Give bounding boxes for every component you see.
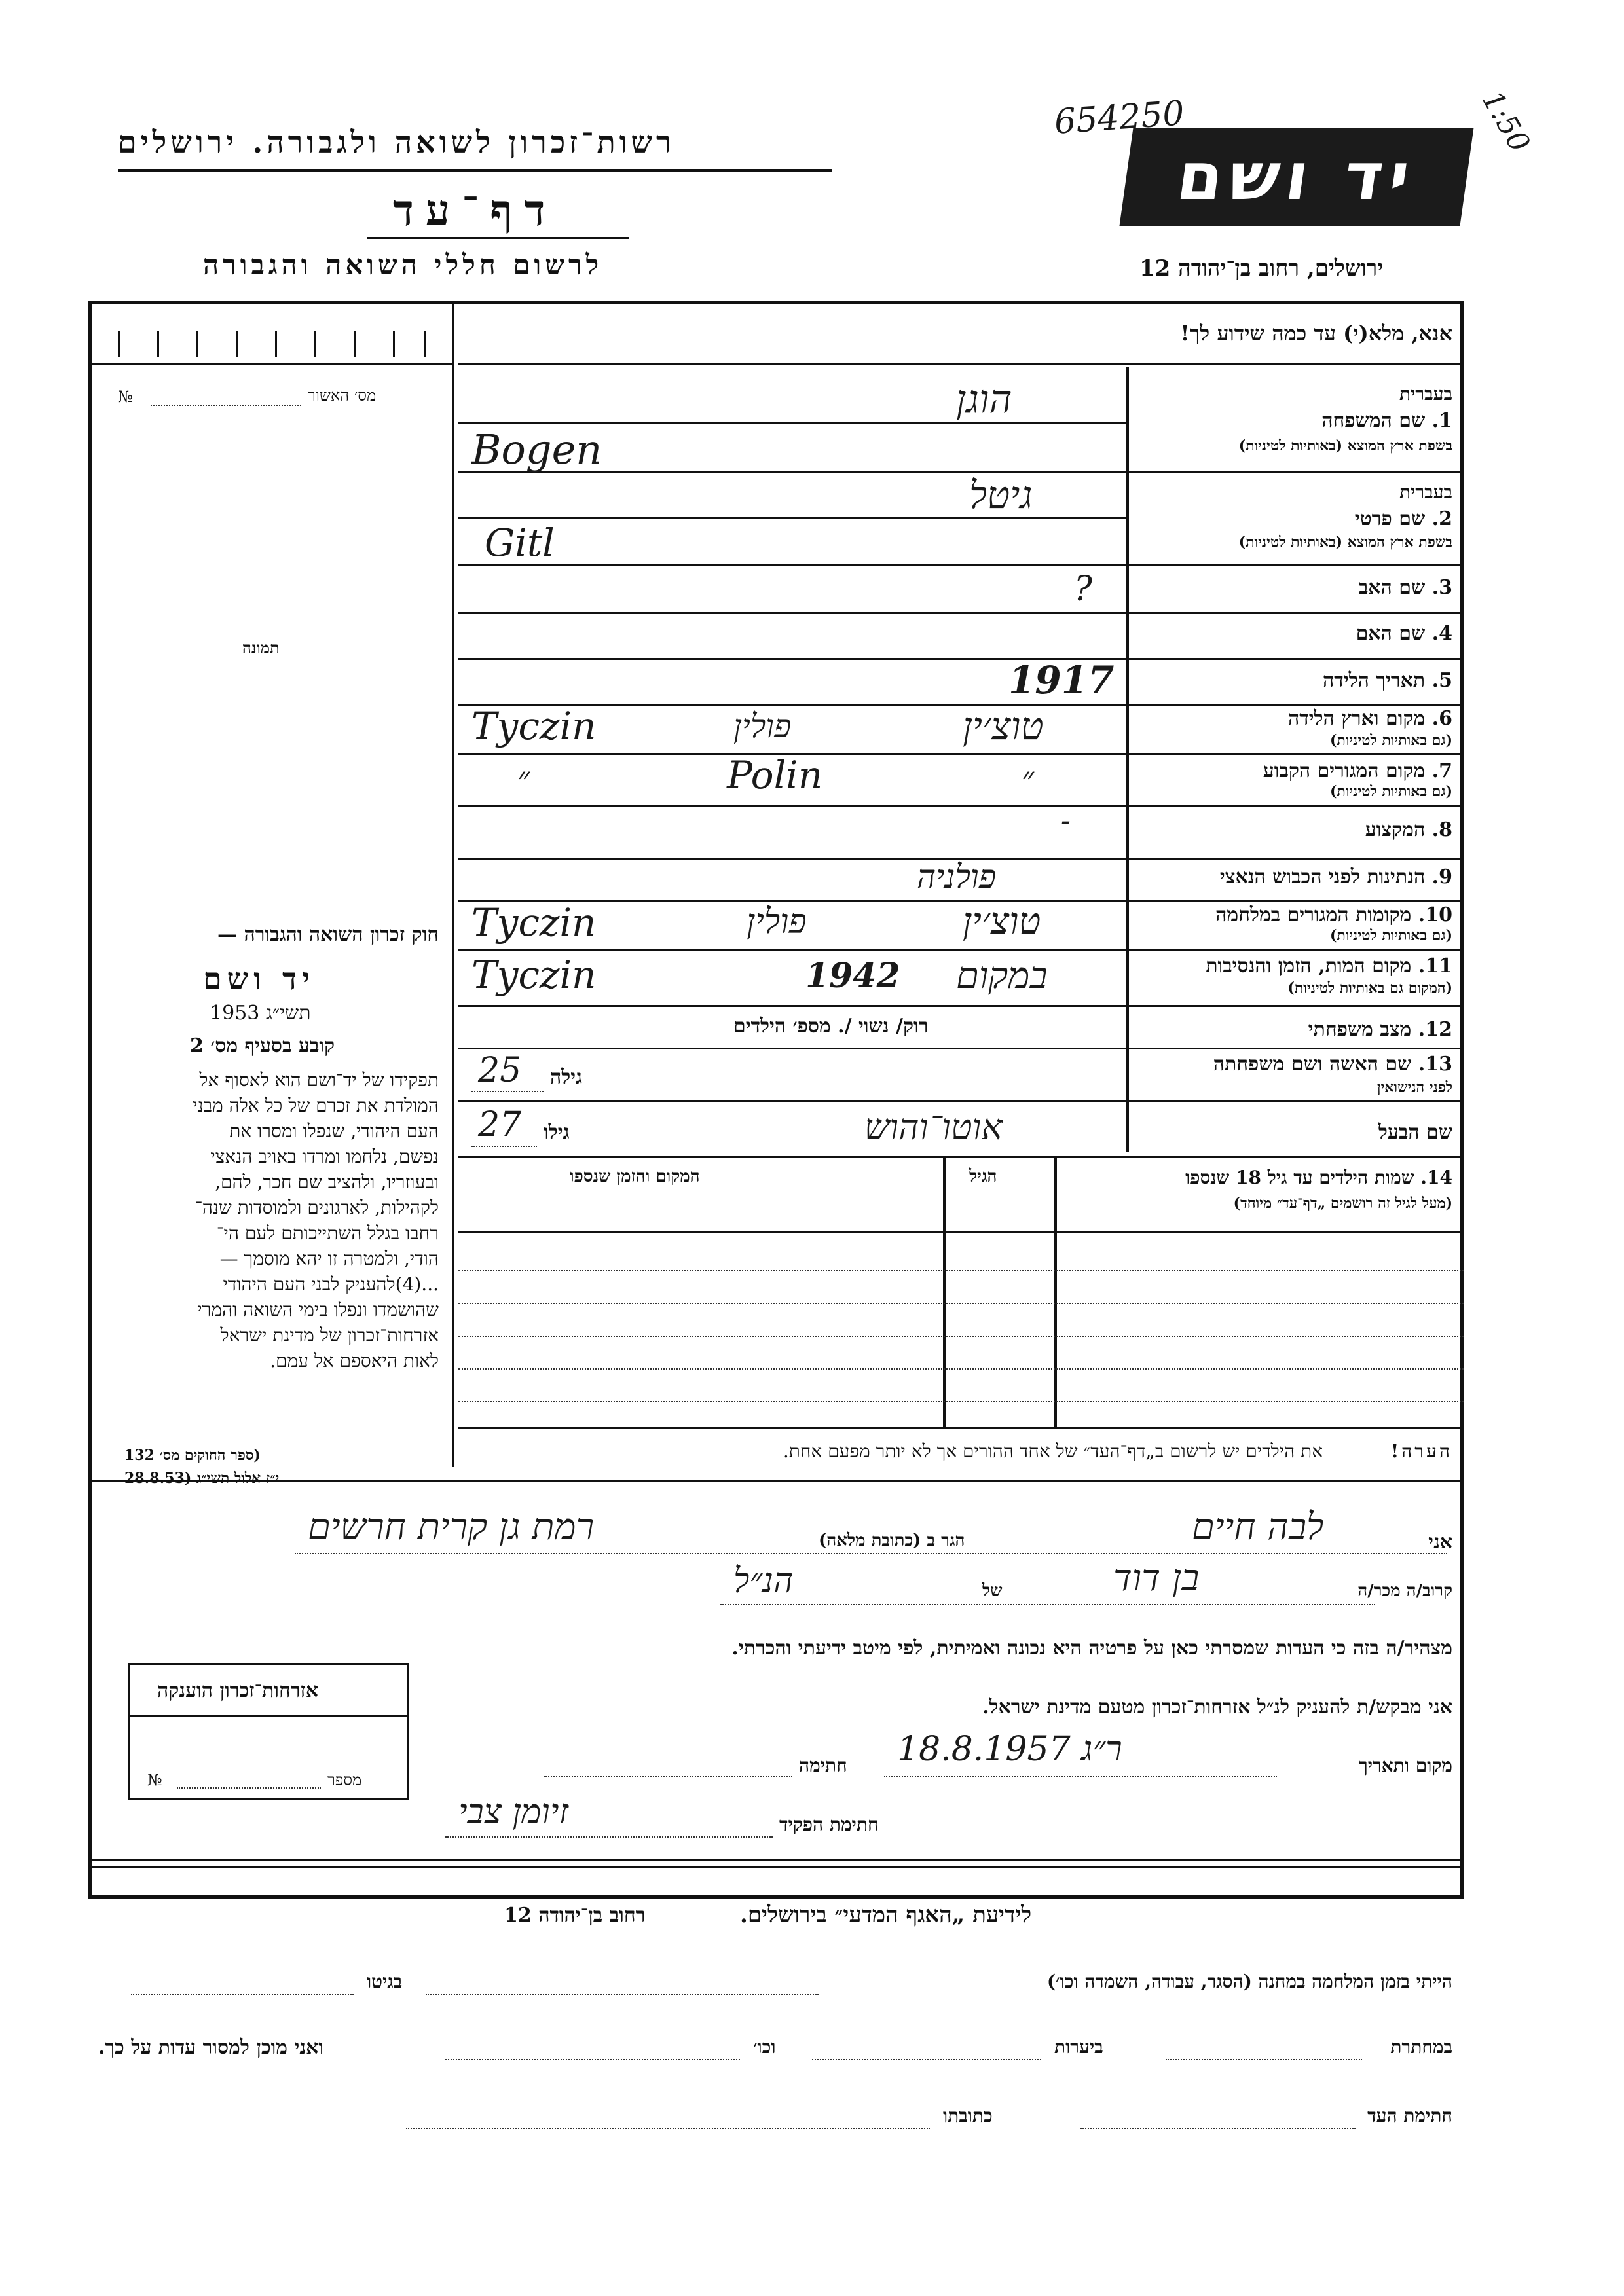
field-10-label: 10. מקומות המגורים במלחמה (1215, 903, 1452, 926)
approval-no-symbol: № (118, 388, 133, 406)
field-4-label: 4. שם האם (1356, 622, 1452, 645)
field-6-value-2[interactable]: פולין (733, 707, 792, 745)
place-date-label: מקום ותאריך (1358, 1755, 1452, 1776)
field-1-sub: בשפת ארץ המוצא (באותיות לטיניות) (1238, 437, 1452, 454)
note-text: את הילדים יש לרשום ב„דף־העד״ של אחד ההורים אך לא יותר מפעם אחת. (783, 1440, 1323, 1462)
declaration-ani: אני (1428, 1531, 1452, 1554)
field-7-value-1[interactable]: ״ (1022, 759, 1034, 797)
form-subtitle: לרשום חללי השואה והגבורה (203, 249, 603, 281)
photo-label: תמונה (242, 638, 280, 657)
footer-line2-a: במחתרת (1390, 2036, 1452, 2058)
footer-title: לידיעת „האגף המדעי״ בירושלים. (740, 1902, 1032, 1928)
footer-line2-c: וכו׳ (753, 2036, 776, 2058)
law-line: הודי, ולמטרה זו יהא מוסמך — (219, 1248, 439, 1269)
field-13-sub: לפני הנישואין (1376, 1079, 1452, 1096)
husband-label: שם הבעל (1378, 1121, 1452, 1144)
approval-no-label: מס׳ האשור (308, 386, 377, 405)
wife-age-label: גילה (550, 1066, 583, 1089)
field-7-value-2[interactable]: Polin (727, 753, 823, 797)
law-clause: קובע בסעיף מס׳ 2 (190, 1034, 335, 1057)
of-label: של (982, 1581, 1003, 1601)
husband-value[interactable]: אוטו־והוש (864, 1106, 1003, 1148)
field-2-tag: בעברית (1399, 481, 1452, 503)
relation-value[interactable]: בן דוד (1113, 1557, 1200, 1599)
field-2-hebrew-value[interactable]: גיטל (969, 473, 1033, 517)
place-date-value[interactable]: ר״ג 18.8.1957 (897, 1730, 1122, 1769)
field-7-label: 7. מקום המגורים הקבוע (1263, 759, 1452, 782)
signature-label: חתימה (799, 1755, 847, 1776)
field-11-sub: (המקום גם באותיות לטיניות) (1287, 979, 1452, 996)
declaration-request: אני מבקש/ת להעניק לנ״ל אזרחות־זכרון מטעם מדינת ישראל. (982, 1696, 1452, 1719)
honor-number-field[interactable] (177, 1787, 321, 1789)
field-3-label: 3. שם האב (1358, 576, 1452, 599)
field-10-sub: (גם באותיות לטיניות) (1329, 927, 1452, 944)
field-8-label: 8. המקצוע (1365, 818, 1452, 841)
declaration-statement: מצהיר/ה בזה כי העדות שמסרתי כאן על פרטיה היא נכונה ואמיתית, לפי מיטב ידיעתי והכרתי. (731, 1637, 1452, 1660)
logo-text: יד ושם (1172, 138, 1421, 215)
children-label: 14. שמות הילדים עד גיל 18 שנספו (1185, 1167, 1452, 1188)
law-body (72, 1067, 439, 1374)
law-ref-2: י״ז אלול תשי״ג (28.8.53 (124, 1470, 280, 1487)
field-10-value-1[interactable]: טוצ׳ין (963, 900, 1041, 943)
field-11-value-1[interactable]: במקום (956, 955, 1048, 997)
law-ref-1: (ספר החוקים מס׳ 132 (124, 1447, 261, 1464)
field-2-label: 2. שם פרטי (1354, 507, 1452, 530)
field-6-value-1[interactable]: טוצ׳ין (963, 704, 1044, 748)
approval-ticks (118, 331, 426, 363)
footer-line1-a: הייתי בזמן המלחמה במחנה (הסגר, עבודה, השמדה וכו׳) (1046, 1971, 1452, 1992)
declarant-address[interactable]: רמת גן קרית חרשים (308, 1506, 595, 1548)
left-column-divider (452, 301, 454, 1467)
field-10-value-2[interactable]: פולין (747, 902, 807, 941)
footer-line3-b: כתובתו (943, 2105, 993, 2126)
field-12-value[interactable]: רוק/ נשוי /. מספ׳ הילדים (733, 1015, 929, 1038)
children-col-place: המקום והזמן שנספו (570, 1167, 700, 1186)
official-signature[interactable]: זיומן צבי (458, 1793, 568, 1832)
label-column-divider (1126, 367, 1129, 1152)
field-10-value-3[interactable]: Tyczin (471, 900, 597, 945)
law-line: שהושמדו ונפלו בימי השואה והמרי (197, 1299, 439, 1321)
yad-vashem-logo (1119, 128, 1473, 226)
field-8-value[interactable]: - (1061, 804, 1071, 837)
field-5-label: 5. תאריך הלידה (1323, 669, 1452, 692)
law-line: רחבו בגלל השתייכותם לעם הי־ (216, 1222, 439, 1244)
footer-line1-b: בגיטו (367, 1971, 403, 1992)
address: ירושלים, רחוב בן־יהודה 12 (1139, 255, 1384, 282)
honor-number-label: מספר (327, 1771, 362, 1789)
field-3-value[interactable]: ? (1074, 570, 1092, 609)
field-11-value-3[interactable]: Tyczin (471, 953, 597, 997)
footer-address: רחוב בן־יהודה 12 (504, 1904, 646, 1927)
field-7-sub: (גם באותיות לטיניות) (1329, 783, 1452, 800)
law-line: אזרחות־זכרון של מדינת ישראל (220, 1324, 439, 1346)
law-line: תפקידו של יד־ושם הוא לאסוף אל (199, 1069, 439, 1091)
of-value[interactable]: הנ״ל (733, 1561, 794, 1601)
law-line: המולדת את זכרם של כל אלה מבני (193, 1095, 439, 1116)
field-6-value-3[interactable]: Tyczin (471, 704, 597, 748)
law-line: לקהילות, לארגונים ולמוסדות שנה־ (195, 1197, 439, 1218)
relative-label: קרוב/ה מכר/ה (1357, 1581, 1452, 1601)
header-underline (118, 169, 832, 172)
law-year: תשי״ג 1953 (210, 1002, 311, 1025)
field-2-sub: בשפת ארץ המוצא (באותיות לטיניות) (1238, 534, 1452, 551)
children-col-age: הגיל (969, 1167, 997, 1186)
field-11-value-2[interactable]: 1942 (805, 956, 900, 996)
organization-line: רשות־זכרון לשואה ולגבורה. ירושלים (118, 124, 675, 160)
law-line: ובעוזריו, ולהציב שם חכר, להם, (215, 1171, 439, 1193)
declarant-name[interactable]: לבה חיים (1192, 1506, 1324, 1548)
field-13-label: 13. שם האשה ושם משפחתה (1213, 1053, 1452, 1076)
wife-age-value[interactable]: 25 (478, 1051, 522, 1090)
form-title: דף־עד (393, 185, 557, 236)
law-line: נפשם, נלחמו ומרדו באויב הנאצי (210, 1146, 439, 1167)
field-5-value[interactable]: 1917 (1008, 658, 1115, 702)
field-11-label: 11. מקום המות, הזמן והנסיבות (1206, 955, 1452, 977)
field-6-sub: (גם באותיות לטיניות) (1329, 732, 1452, 749)
note-label: הערה! (1390, 1440, 1452, 1462)
field-1-hebrew-value[interactable]: הוגן (956, 376, 1012, 422)
footer-line3-a: חתימת העד (1367, 2105, 1452, 2126)
children-sub: (מעל לגיל זה רושמים „דף־עד״ מיוחד) (1233, 1195, 1452, 1212)
official-label: חתימת הפקיד (779, 1813, 879, 1835)
husband-age-value[interactable]: 27 (478, 1105, 522, 1144)
corner-note: 1:50 (1475, 84, 1537, 158)
law-name: יד ושם (203, 961, 316, 996)
footer-line2-d: ואני מוכן למסור עדות על כך. (98, 2036, 324, 2059)
law-title: חוק זכרון השואה והגבורה — (217, 923, 439, 946)
field-1-latin-value[interactable]: Bogen (471, 426, 602, 473)
law-line: העם היהודי, שנפלו ומסרו את (229, 1120, 439, 1142)
honor-title: אזרחות־זכרון הוענקה (157, 1679, 319, 1702)
field-12-label: 12. מצב משפחתי (1308, 1018, 1452, 1041)
law-line: לאות היאספם אל עמם. (270, 1350, 439, 1372)
field-1-label: 1. שם המשפחה (1321, 409, 1452, 432)
field-9-value[interactable]: פולניה (917, 858, 997, 896)
field-1-tag: בעברית (1399, 383, 1452, 405)
footer-line2-b: ביערות (1054, 2036, 1103, 2058)
field-2-latin-value[interactable]: Gitl (485, 520, 555, 565)
intro-text: אנא, מלא(י) עד כמה שידוע לך! (1180, 321, 1452, 346)
field-7-value-3[interactable]: ״ (517, 759, 530, 797)
honor-number-symbol: № (147, 1771, 162, 1789)
field-9-label: 9. הנתינות לפני הכבוש הנאצי (1219, 866, 1452, 888)
husband-age-label: גילו (544, 1121, 570, 1144)
title-underline (367, 237, 629, 239)
lives-label: הגר ב (כתובת מלאה) (819, 1531, 965, 1550)
field-6-label: 6. מקום וארץ הלידה (1287, 707, 1452, 730)
signature-field[interactable] (544, 1776, 792, 1777)
law-line: ...(4)להעניק לבני העם היהודי (223, 1273, 439, 1295)
stamp-number: 654250 (1053, 94, 1186, 142)
approval-no-field[interactable] (151, 405, 301, 406)
